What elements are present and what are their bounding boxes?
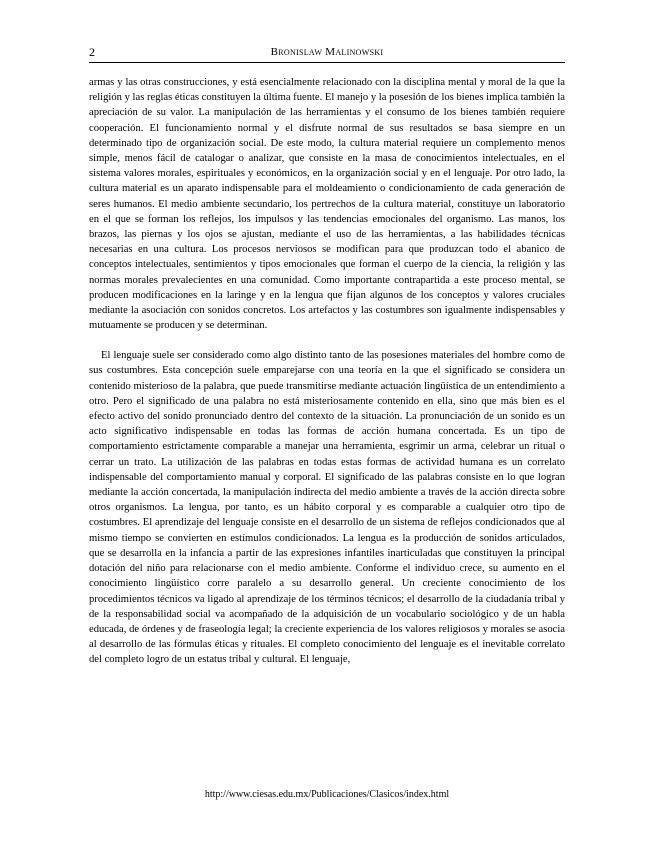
page-header <box>89 45 565 63</box>
paragraph: El lenguaje suele ser considerado como algo distinto tanto de las posesiones materiales del hombre como de sus costumbres. Esta concepción suele emparejarse con una teoría en la que el significado se considera un contenido misterioso de la palabra, que puede transmitirse mediante actuación lingüística de un entendimiento a otro. Pero el significado de una palabra no está misteriosamente contenido en ella, sino que más bien es el efecto activo del sonido pronunciado dentro del contexto de la situación. La pronunciación de un sonido es un acto significativo indispensable en todas las formas de acción humana concertada. Es un tipo de comportamiento estrictamente comparable a manejar una herramienta, esgrimir un arma, celebrar un ritual o cerrar un trato. La utilización de las palabras en todas estas formas de actividad humana es un correlato indispensable del comportamiento manual y corporal. El significado de las palabras consiste en lo que logran mediante la acción concertada, la manipulación indirecta del medio ambiente a través de la acción directa sobre otros organismos. La lengua, por tanto, es un hábito corporal y es comparable a cualquier otro tipo de costumbres. El aprendizaje del lenguaje consiste en el desarrollo de un sistema de reflejos condicionados que al mismo tiempo se convierten en estímulos condicionados. La lengua es la producción de sonidos articulados, que se desarrolla en la infancia a partir de las expresiones infantiles inarticuladas que constituyen la principal dotación del niño para relacionarse con el medio ambiente. Conforme el individuo crece, su aumento en el conocimiento lingüístico corre paralelo a su desarrollo general. Un creciente conocimiento de los procedimientos técnicos va ligado al aprendizaje de los términos técnicos; el desarrollo de la ciudadanía tribal y de la responsabilidad social va acompañado de la adquisición de un vocabulario sociológico y de un habla educada, de órdenes y de fraseología legal; la creciente experiencia de los valores religiosos y morales se asocia al desarrollo de las fórmulas éticas y rituales. El completo conocimiento del lenguaje es el inevitable correlato del completo logro de un estatus tribal y cultural. El lenguaje, <box>89 350 565 666</box>
page-number: 2 <box>89 45 95 59</box>
body-text <box>89 75 565 668</box>
header-rule <box>89 62 565 63</box>
paragraph: armas y las otras construcciones, y está esencialmente relacionado con la disciplina mental y moral de la que la religión y las reglas éticas constituyen la última fuente. El manejo y la posesión de los bienes implica también la apreciación de su valor. La manipulación de las herramientas y el consumo de los bienes también requiere cooperación. El funcionamiento normal y el disfrute normal de sus resultados se basa siempre en un determinado tipo de organización social. De este modo, la cultura material requiere un complemento menos simple, menos fácil de catalogar o analizar, que consiste en la masa de conocimientos intelectuales, en el sistema valores morales, espirituales y económicos, en la organización social y en el lenguaje. Por otro lado, la cultura material es un aparato indispensable para el moldeamiento o condicionamiento de cada generación de seres humanos. El medio ambiente secundario, los pertrechos de la cultura material, constituye un laboratorio en el que se forman los reflejos, los impulsos y las tendencias emocionales del organismo. Las manos, los brazos, las piernas y los ojos se ajustan, mediante el uso de las herramientas, a las habilidades técnicas necesarias en una cultura. Los procesos nerviosos se modifican para que produzcan todo el abanico de conceptos intelectuales, sentimientos y tipos emocionales que forman el cuerpo de la ciencia, la religión y las normas morales prevalecientes en una comunidad. Como importante contrapartida a este proceso mental, se producen modificaciones en la laringe y en la lengua que fijan algunos de los conceptos y valores cruciales mediante la asociación con sonidos concretos. Los artefactos y las costumbres son igualmente indispensables y mutuamente se producen y se determinan. <box>89 77 565 332</box>
running-head: Bronislaw Malinowski <box>270 46 384 58</box>
footer-url[interactable]: http://www.ciesas.edu.mx/Publicaciones/Clasicos/index.html <box>204 789 450 800</box>
